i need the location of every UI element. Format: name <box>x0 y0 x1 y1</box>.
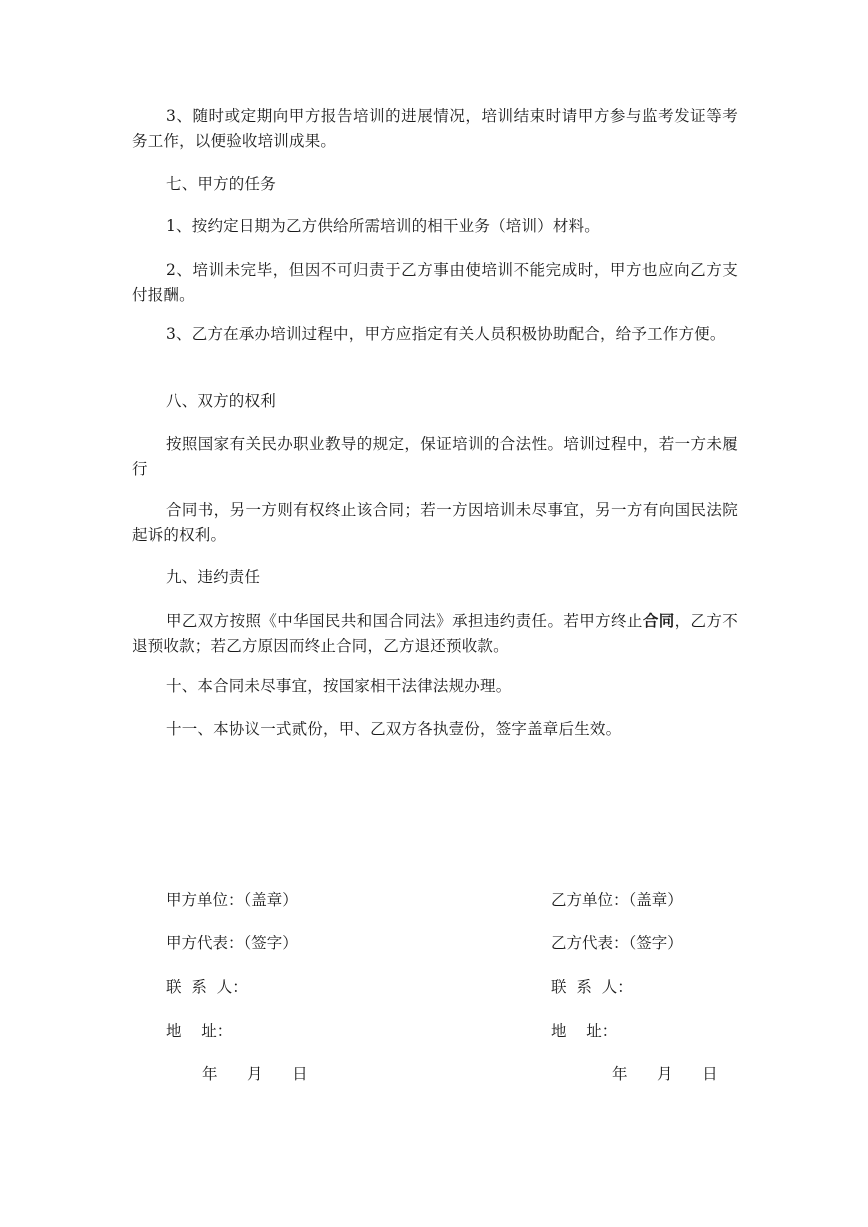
section-heading-breach: 九、违约责任 <box>166 568 261 586</box>
paragraph-breach-liability <box>132 608 738 659</box>
section-heading-party-a-duties: 七、甲方的任务 <box>166 175 276 193</box>
breach-text-bold: 合同 <box>642 611 675 630</box>
paragraph-report-progress: 3、随时或定期向甲方报告培训的进展情况，培训结束时请甲方参与监考发证等考务工作，以便验收培训成果。 <box>132 107 738 150</box>
breach-text-1: 甲乙双方按照《中华国民共和国合同法》承担违约责任。若甲方终止 <box>166 612 643 630</box>
party-a-contact: 联 系 人： <box>166 978 248 996</box>
paragraph-pay-remuneration: 2、培训未完毕，但因不可归责于乙方事由使培训不能完成时，甲方也应向乙方支付报酬。 <box>132 261 738 304</box>
paragraph-copies-effective: 十一、本协议一式贰份，甲、乙双方各执壹份，签字盖章后生效。 <box>166 720 622 738</box>
breach-text-2: ，乙方不退预收款；若乙方原因而终止合同，乙方退还预收款。 <box>132 612 738 655</box>
party-b-contact: 联 系 人： <box>551 978 633 996</box>
party-a-date: 年 月 日 <box>202 1065 308 1083</box>
paragraph-unresolved-matters: 十、本合同未尽事宜，按国家相干法律法规办理。 <box>166 677 512 695</box>
party-a-address: 地 址： <box>166 1022 233 1040</box>
section-heading-rights: 八、双方的权利 <box>166 392 276 410</box>
party-b-address: 地 址： <box>551 1022 618 1040</box>
paragraph-legality: 按照国家有关民办职业教导的规定，保证培训的合法性。培训过程中，若一方未履行 <box>132 435 738 478</box>
party-a-unit: 甲方单位：（盖章） <box>166 891 298 909</box>
party-b-representative: 乙方代表：（签字） <box>551 934 683 952</box>
paragraph-termination-rights: 合同书，另一方则有权终止该合同；若一方因培训未尽事宜，另一方有向国民法院起诉的权利。 <box>132 501 738 544</box>
party-b-date: 年 月 日 <box>612 1065 718 1083</box>
paragraph-assist-cooperate: 3、乙方在承办培训过程中，甲方应指定有关人员积极协助配合，给予工作方便。 <box>166 325 726 343</box>
paragraph-provide-materials: 1、按约定日期为乙方供给所需培训的相干业务（培训）材料。 <box>166 217 600 235</box>
party-b-unit: 乙方单位：（盖章） <box>551 891 683 909</box>
party-a-representative: 甲方代表：（签字） <box>166 934 298 952</box>
